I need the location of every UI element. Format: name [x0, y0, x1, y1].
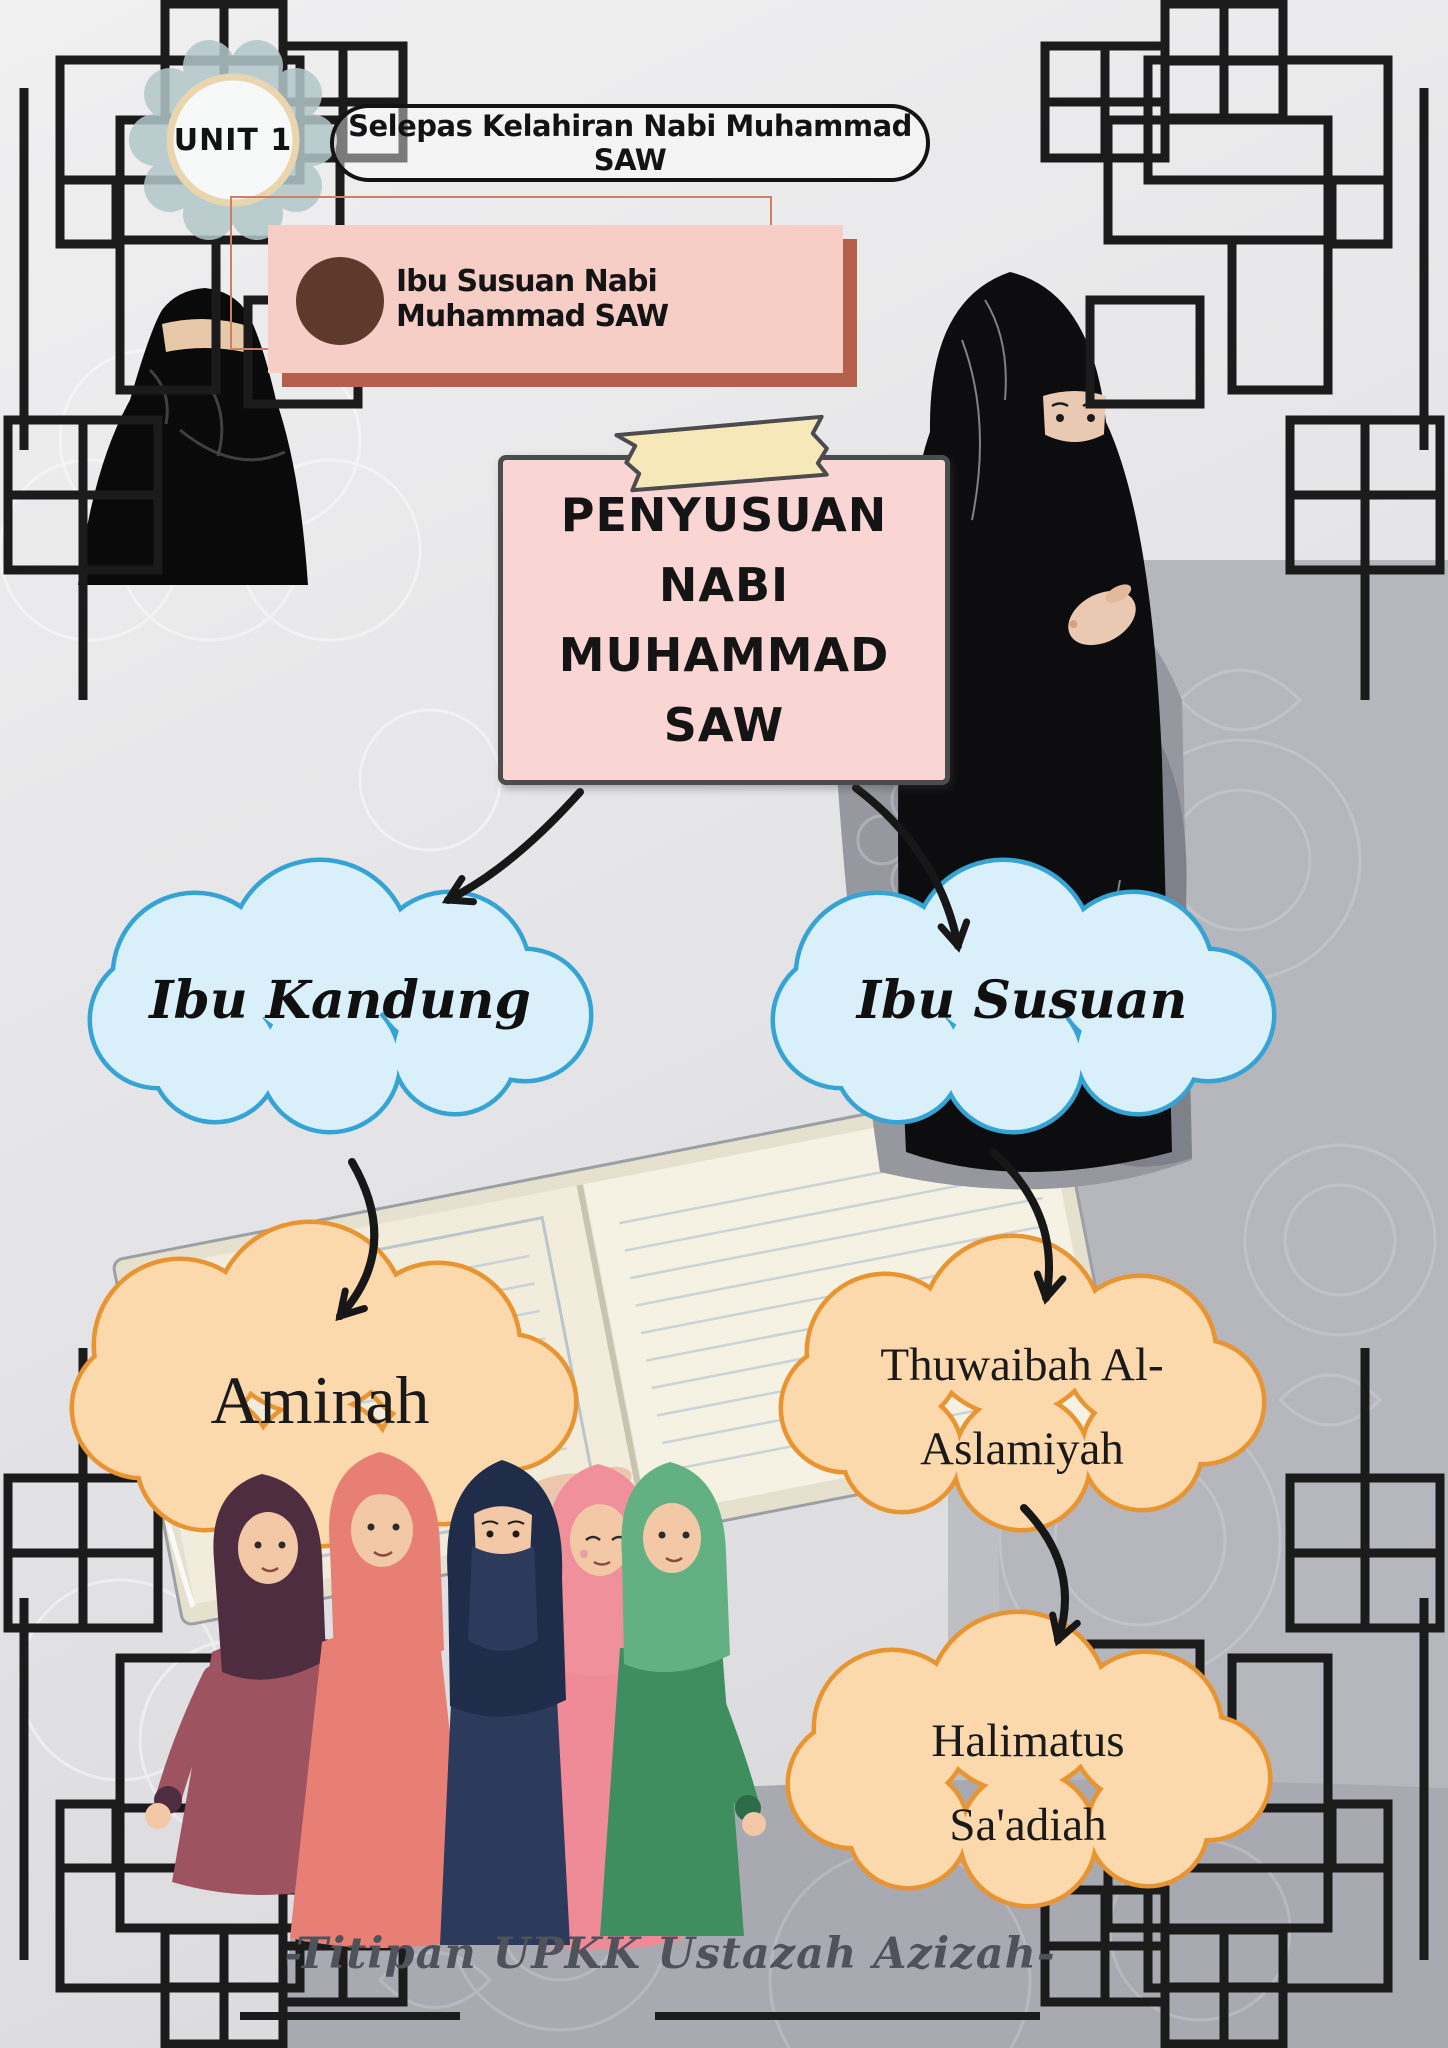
bullet-dot [296, 257, 384, 345]
cloud-label-ibu-kandung [120, 930, 560, 1070]
name-aminah [110, 1330, 530, 1470]
note-card-line: MUHAMMAD [558, 628, 890, 682]
note-card-line: SAW [663, 698, 785, 752]
muslim-women-group-illustration [145, 1452, 766, 1950]
note-card [498, 455, 950, 785]
halimatus-line-2: Sa'adiah [949, 1799, 1107, 1851]
footer-credit [200, 1922, 1140, 1986]
thuwaibah-line-2: Aslamiyah [920, 1423, 1124, 1475]
ibu-susuan-text: Ibu Susuan [856, 969, 1188, 1031]
banner-title: Ibu Susuan Nabi Muhammad SAW [396, 264, 669, 334]
banner [268, 225, 843, 373]
note-card-line: PENYUSUAN [560, 488, 888, 542]
header-pill [330, 104, 930, 182]
cloud-label-ibu-susuan [802, 930, 1242, 1070]
unit-badge-label [153, 120, 313, 160]
arrow-card-to-ibu-kandung [448, 792, 580, 900]
name-halimatus [818, 1688, 1238, 1878]
name-thuwaibah [812, 1312, 1232, 1502]
header-pill-label: Selepas Kelahiran Nabi Muhammad SAW [348, 109, 912, 177]
halimatus-line-1: Halimatus [931, 1715, 1125, 1767]
note-card-line: NABI [658, 558, 790, 612]
aminah-text: Aminah [210, 1361, 430, 1438]
unit-badge-text: UNIT 1 [173, 122, 293, 158]
ibu-kandung-text: Ibu Kandung [149, 969, 531, 1031]
footer-credit-text: -Titipan UPKK Ustazah Azizah- [284, 1929, 1056, 1979]
thuwaibah-line-1: Thuwaibah Al- [880, 1339, 1164, 1391]
